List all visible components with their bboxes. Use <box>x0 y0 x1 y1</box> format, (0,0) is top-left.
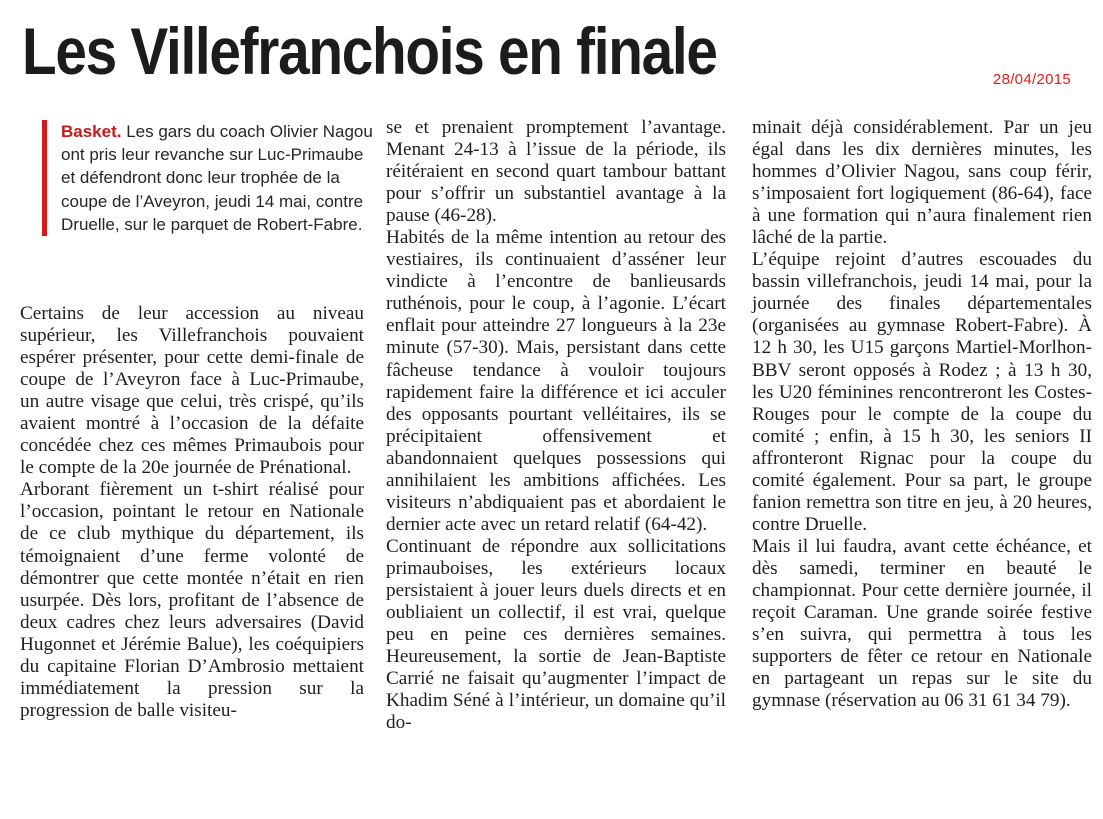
headline: Les Villefranchois en finale <box>22 14 717 88</box>
column-1 <box>20 303 364 722</box>
lead-text: Les gars du coach Olivier Nagou ont pris leur revanche sur Luc-Primaube et défendront donc leur trophée de la coupe de l’Aveyron, jeudi 14 mai, contre Druelle, sur le parquet de Robert-Fabre. <box>61 122 373 234</box>
publication-date: 28/04/2015 <box>992 71 1071 88</box>
paragraph: Mais il lui faudra, avant cette échéance, et dès samedi, terminer en beauté le championnat. Pour cette dernière journée, il reçoit Caraman. Une grande soirée festive s’en suivra, qui permettra à tous les supporters de fêter ce retour en Nationale en partageant un repas sur le site du gymnase (réservation au 06 31 61 34 79). <box>752 535 1092 712</box>
lead-paragraph <box>42 120 379 236</box>
paragraph: minait déjà considérablement. Par un jeu égal dans les dix dernières minutes, les hommes d’Olivier Nagou, sans coup férir, s’imposaient fort logiquement (86-64), face à une formation qui n’aura finalement rien lâché de la partie. <box>752 117 1092 249</box>
paragraph: Arborant fièrement un t-shirt réalisé pour l’occasion, pointant le retour en Nationale de ce club mythique du département, ils témoignaient d’une ferme volonté de démontrer que cette montée n’était en rien usurpée. Dès lors, profitant de l’absence de deux cadres chez leurs adversaires (David Hugonnet et Jérémie Balue), les coéquipiers du capitaine Florian D’Ambrosio mettaient immédiatement la pression sur la progression de balle visiteu- <box>20 479 364 721</box>
paragraph: L’équipe rejoint d’autres escouades du bassin villefranchois, jeudi 14 mai, pour la journée des finales départementales (organisées au gymnase Robert-Fabre). À 12 h 30, les U15 garçons Martiel-Morlhon-BBV seront opposés à Rodez ; à 13 h 30, les U20 féminines rencontreront les Costes-Rouges pour le compte de la coupe du comité ; enfin, à 15 h 30, les seniors II affronteront Rignac pour la coupe du comité également. Pour sa part, le groupe fanion remettra son titre en jeu, à 20 heures, contre Druelle. <box>752 249 1092 535</box>
kicker-label: Basket. <box>61 122 122 141</box>
paragraph: Continuant de répondre aux sollicitations primauboises, les extérieurs locaux persistaient à jouer leurs duels directs et en oubliaient un collectif, il est vrai, quelque peu en peine ces dernières semaines. Heureusement, la sortie de Jean-Baptiste Carrié ne faisait qu’augmenter l’impact de Khadim Séné à l’intérieur, un domaine qu’il do- <box>386 535 726 734</box>
column-3 <box>752 117 1092 712</box>
paragraph: Certains de leur accession au niveau supérieur, les Villefranchois pouvaient espérer présenter, pour cette demi-finale de coupe de l’Aveyron face à Luc-Primaube, un autre visage que celui, très crispé, qu’ils avaient montré à l’occasion de la défaite concédée chez ces mêmes Primaubois pour le compte de la 20e journée de Prénational. <box>20 303 364 479</box>
paragraph: Habités de la même intention au retour des vestiaires, ils continuaient d’asséner leur vindicte à l’encontre de banlieusards ruthénois, pour le coup, à l’agonie. L’écart enflait pour atteindre 27 longueurs à la 23e minute (57-30). Mais, persistant dans cette fâcheuse tendance à vouloir toujours rapidement faire la différence et ici acculer des opposants pourtant velléitaires, ils se précipitaient offensivement et abandonnaient quelques possessions qui annihilaient les ambitions affichées. Les visiteurs n’abdiquaient pas et abordaient le dernier acte avec un retard relatif (64-42). <box>386 227 726 535</box>
paragraph: se et prenaient promptement l’avantage. Menant 24-13 à l’issue de la période, ils réitéraient en second quart tambour battant pour s’offrir un substantiel avantage à la pause (46-28). <box>386 117 726 227</box>
column-2 <box>386 117 726 734</box>
